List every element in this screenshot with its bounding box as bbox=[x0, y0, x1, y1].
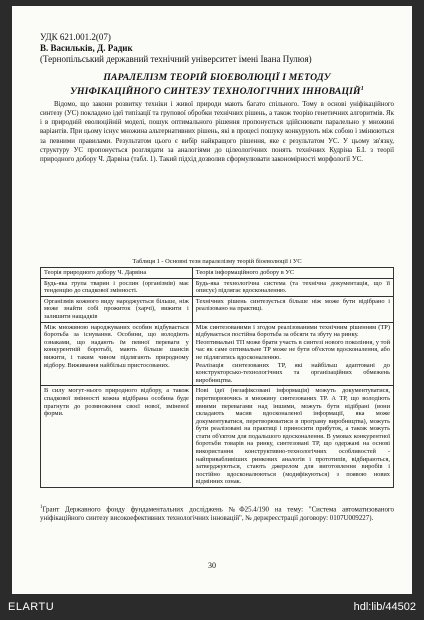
table-cell-paragraph: Будь-яка технологічна система (та технічна документація, що її описує) підлягає вдосконаленню. bbox=[195, 279, 390, 295]
table-row bbox=[41, 296, 394, 322]
table-cell bbox=[41, 322, 193, 386]
table-row bbox=[41, 386, 394, 488]
page-number: 30 bbox=[208, 561, 216, 570]
title-line-1: ПАРАЛЕЛІЗМ ТЕОРІЙ БІОЕВОЛЮЦІЇ І МЕТОДУ bbox=[103, 72, 331, 83]
table-header-cell: Теорія інформаційного добору в УС bbox=[192, 268, 393, 279]
table-cell-paragraph: Нові ідеї (незафіксовані інформація) можуть документуватися, перетворюючись в множину синтезованих ТР. А ТР, що володіють явними перевагами над іншими, можуть бути відібрані (вони складають масив вдосконаленої інформації, яка може документуватися, перетворюватися в програму виробництва), можуть бути реалізовані на практиці і приносити прибуток, а також можуть стати об'єктом для подальшого вдосконалення. В умовах конкурентної боротьби товарів на ринку, синтезовані ТР, що одержані на основі використання конструктивно-технологічних особливостей - найпривабливіших ринкових аналогів і прототипів, відбираються, затверджуються, стають джерелом для виготовлення виробів і постійно вдосконалюються (модифікуються) з появою нових відмінних ознак. bbox=[195, 387, 390, 486]
table-cell-paragraph: Неоптимальні ТП може брати участь в синтезі нового покоління, у той час як саме оптимальне ТР може не бути об'єктом вдосконалення, або не підлягатись вдосконаленню. bbox=[195, 338, 390, 361]
table-cell bbox=[192, 296, 393, 322]
table-cell bbox=[41, 296, 193, 322]
affiliation: (Тернопільський державний технічний університет імені Івана Пулюя) bbox=[40, 54, 312, 64]
table-cell-paragraph: Реалізація синтезованих ТР, які найбільш адаптовані до конструкторсько-технологічних та організаційних обмежень виробництва. bbox=[195, 361, 390, 384]
footnote-text: Грант Державного фонду фундаментальних досліджень №Ф25.4/190 на тему: "Система автоматизованого уніфікаційного синтезу високоефективних технологічних інновацій", № держреєстрації договору: 0107U009227). bbox=[40, 506, 394, 522]
table-header-cell: Теорія природного добору Ч. Дарвіна bbox=[41, 268, 193, 279]
title-line-2 bbox=[32, 84, 402, 97]
udk-code: УДК 621.001.2(07) bbox=[40, 32, 111, 42]
table-cell bbox=[192, 386, 393, 488]
title-footnote-mark: 1 bbox=[360, 86, 364, 92]
document-page bbox=[12, 6, 412, 594]
comparison-table bbox=[40, 267, 394, 488]
handle-label: hdl:lib/44502 bbox=[353, 601, 416, 613]
table-cell bbox=[192, 322, 393, 386]
title-line-2-text: УНІФІКАЦІЙНОГО СИНТЕЗУ ТЕХНОЛОГІЧНИХ ІННОВАЦІЙ bbox=[70, 86, 361, 98]
abstract-text: Відомо, що закони розвитку техніки і живої природи мають багато спільного. Тому в основі уніфікаційного синтезу (УС) покладено ідеї типізації та групової обробки технічних рішень, а також теорію генетичних алгоритмів. Як і в природній еволюційній моделі, пошук оптимального рішення пропонується здійснювати паралельно у множині варіантів. При цьому існує множина альтернативних рішень, які в процесі пошуку конкурують між собою і змінюються за певними правилами. Результатом цього є вибір найкращого рішення, яке є результатом УС. У цьому зв'язку, структуру УС пропонується розглядати за аналогіями до цілеологічних понять технічних Кудріна Б.І. з теорії природного добору Ч. Дарвіна (табл. 1). Такий підхід дозволив сформулювати закономірності морфології УС. bbox=[40, 101, 394, 163]
scan-footer-bar bbox=[0, 598, 424, 620]
footnote-mark: 1 bbox=[40, 505, 43, 510]
table-cell-paragraph: Між множиною народжуваних особин відбувається боротьба за існування. Особини, що володіють ознаками, що надають їм певної переваги у конкурентній боротьбі, мають більше шансів вижити, і таким чином підлягають природному відбору. Виживання найбільш пристосованих. bbox=[44, 323, 189, 369]
table-row bbox=[41, 278, 394, 296]
table-cell bbox=[192, 278, 393, 296]
table-header-row bbox=[41, 268, 394, 279]
table-row bbox=[41, 322, 394, 386]
table-cell-paragraph: Між синтезованими і згодом реалізованими технічним рішенням (ТР) відбувається постійна боротьба за обсяги та збуту на ринку. bbox=[195, 323, 390, 339]
table-cell-paragraph: Технічних рішень синтезується більше ніж може бути відібрано і реалізовано на практиці. bbox=[195, 297, 390, 313]
table-caption: Таблиця 1 - Основні тези паралелізму теорій біоеволюції і УС bbox=[132, 258, 302, 265]
table-cell bbox=[41, 386, 193, 488]
authors: В. Васильків, Д. Радик bbox=[40, 43, 133, 53]
abstract bbox=[40, 100, 394, 164]
table-cell-paragraph: Організмів кожного виду народжується більше, ніж може знайти собі прожиток (харчі), вижити і залишити нащадків bbox=[44, 297, 189, 320]
table-cell bbox=[41, 278, 193, 296]
table-cell-paragraph: В силу могут-нього природного відбору, а також спадкової змінності кожна відібрана особина буде прагнути до розмноження своєї нової, зміненої форми. bbox=[44, 387, 189, 418]
table-cell-paragraph: Будь-яка група тварин і рослин (організмів) має тенденцію до спадкової змінності. bbox=[44, 279, 189, 295]
repository-label: ELARTU bbox=[8, 601, 55, 613]
footnote bbox=[40, 504, 394, 523]
